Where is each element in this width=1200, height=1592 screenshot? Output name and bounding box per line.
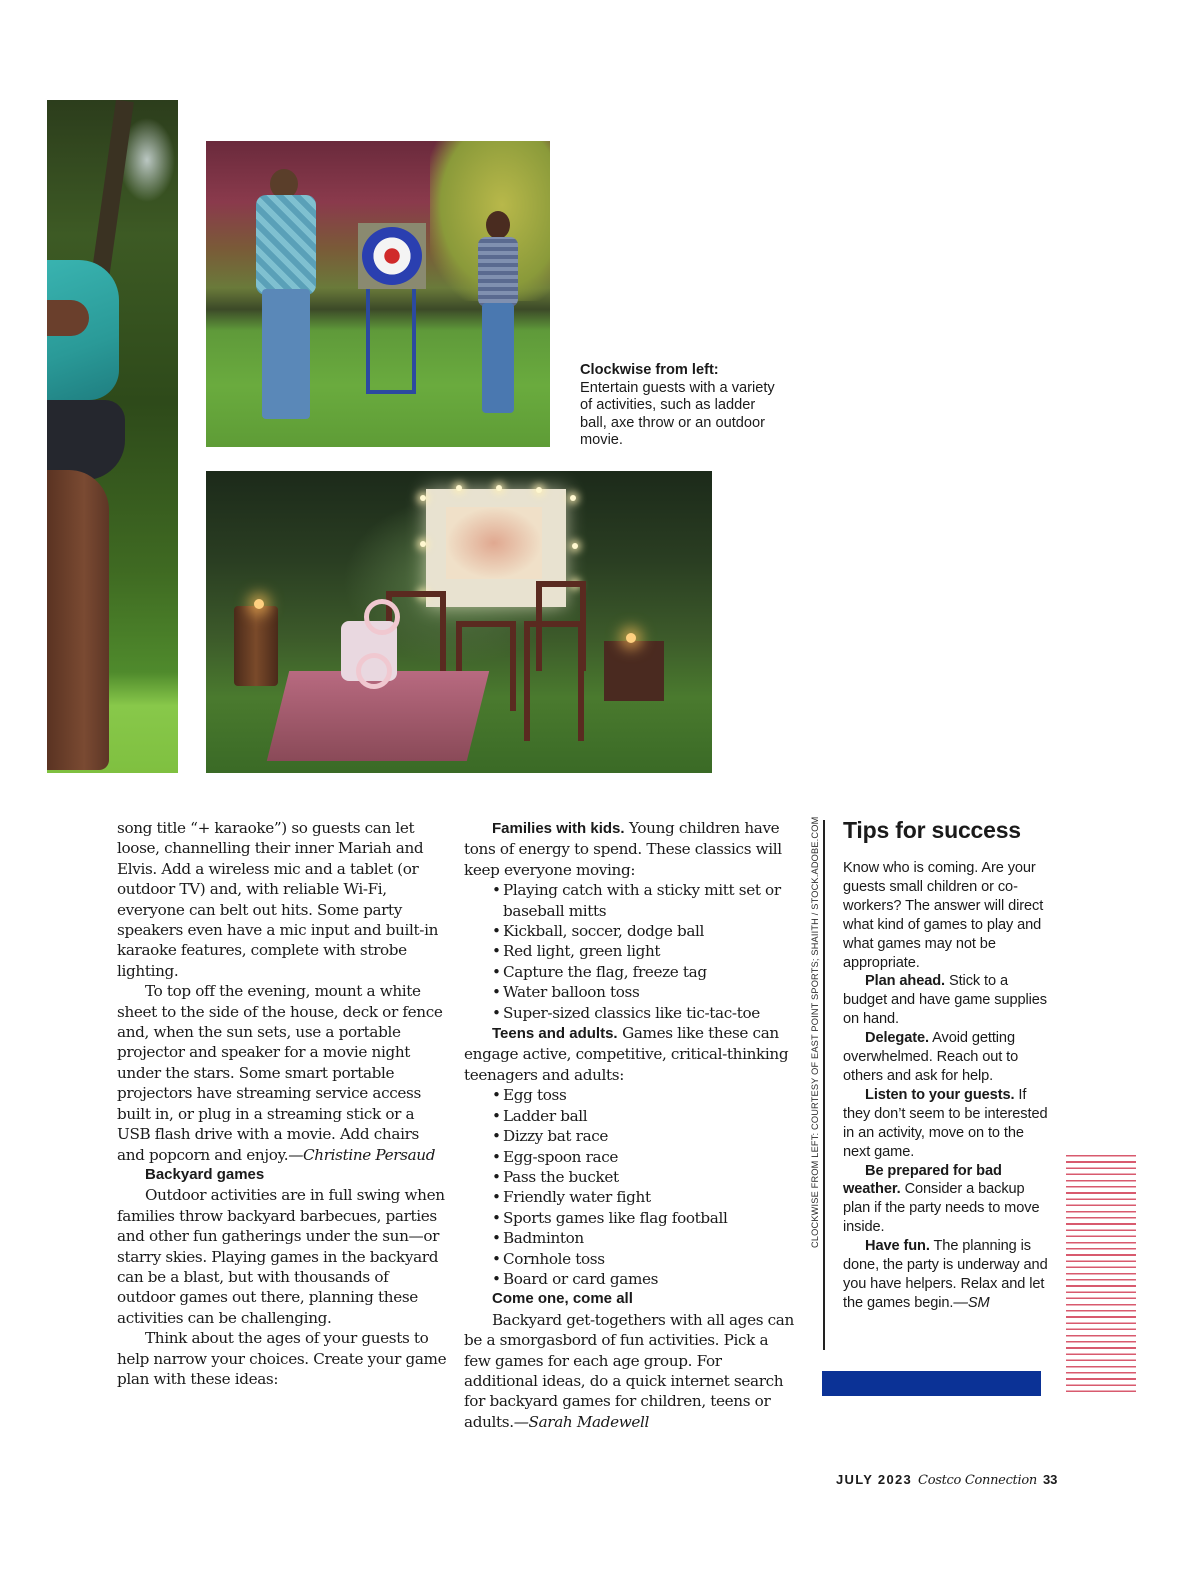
string-light xyxy=(420,541,426,547)
paragraph xyxy=(464,1310,794,1432)
runner-leg xyxy=(47,470,109,770)
bullet-icon: • xyxy=(492,962,501,981)
woman-head xyxy=(486,211,510,239)
woman-figure xyxy=(474,211,522,421)
issue-date: JULY 2023 xyxy=(836,1472,913,1487)
list-item-text: Super-sized classics like tic-tac-toe xyxy=(503,1003,760,1022)
tips-body xyxy=(843,859,1048,1313)
bullet-icon: • xyxy=(492,1127,501,1146)
byline: —Christine Persaud xyxy=(288,1145,436,1164)
caption-lead: Clockwise from left: xyxy=(580,362,719,378)
runner-arm xyxy=(47,300,89,336)
paragraph xyxy=(117,1328,447,1389)
list-item xyxy=(492,880,794,921)
list-item-text: Cornhole toss xyxy=(503,1249,605,1268)
string-light xyxy=(572,543,578,549)
tips-intro: Know who is coming. Are your guests small children or co-workers? The answer will direct what kind of games to play and what games may not be appropriate. xyxy=(843,860,1044,971)
bullet-icon: • xyxy=(492,1229,501,1248)
list-item xyxy=(492,941,794,961)
photo-credit: CLOCKWISE FROM LEFT: COURTESY OF EAST POINT SPORTS; SHAIITH / STOCK.ADOBE.COM xyxy=(810,816,820,1248)
tip-lead: Listen to your guests. xyxy=(865,1086,1015,1103)
tips-sidebar xyxy=(843,815,1048,1313)
tip-lead: Plan ahead. xyxy=(865,973,946,990)
film-reel xyxy=(356,653,392,689)
list-item xyxy=(492,1269,794,1289)
film-reel xyxy=(364,599,400,635)
list-item xyxy=(492,1126,794,1146)
caption-text: Entertain guests with a variety of activities, such as ladder ball, axe throw or an outdoor movie. xyxy=(580,379,775,449)
tip-item xyxy=(843,972,1048,1029)
list-item xyxy=(492,921,794,941)
section-heading-backyard-games: Backyard games xyxy=(145,1165,265,1183)
outdoor-movie-photo xyxy=(206,471,712,773)
list-item xyxy=(492,1106,794,1126)
man-shirt xyxy=(256,195,316,295)
list-item-text: Playing catch with a sticky mitt set or baseball mitts xyxy=(503,881,781,920)
bullet-icon: • xyxy=(492,1086,501,1105)
list-item-text: Friendly water fight xyxy=(503,1188,651,1207)
woman-shirt xyxy=(478,237,518,307)
decorative-stripes xyxy=(1066,1155,1136,1395)
list-item-text: Water balloon toss xyxy=(503,983,640,1002)
barrel xyxy=(234,606,278,686)
list-item-text: Sports games like flag football xyxy=(503,1208,728,1227)
bullet-icon: • xyxy=(492,1106,501,1125)
runner-photo xyxy=(47,100,178,773)
list-item-text: Egg toss xyxy=(503,1086,567,1105)
tip-lead: Delegate. xyxy=(865,1030,929,1047)
list-item xyxy=(492,1228,794,1248)
list-item xyxy=(492,1003,794,1023)
tip-lead: Be prepared for bad weather. xyxy=(843,1162,1002,1198)
target-stand xyxy=(366,289,416,394)
list-item xyxy=(492,982,794,1002)
page-number: 33 xyxy=(1042,1472,1058,1487)
bullet-icon: • xyxy=(492,1208,501,1227)
paragraph-teens xyxy=(464,1023,794,1085)
side-table xyxy=(604,641,664,701)
tip-item xyxy=(843,1237,1048,1313)
list-item-text: Capture the flag, freeze tag xyxy=(503,962,707,981)
bullet-icon: • xyxy=(492,1249,501,1268)
lantern xyxy=(254,599,264,609)
bullet-icon: • xyxy=(492,983,501,1002)
string-light xyxy=(420,495,426,501)
accent-bar xyxy=(822,1371,1041,1396)
kids-games-list xyxy=(464,880,794,1023)
string-light xyxy=(496,485,502,491)
bullet-icon: • xyxy=(492,1003,501,1022)
list-item xyxy=(492,1085,794,1105)
section-heading-come-one-come-all: Come one, come all xyxy=(492,1290,633,1308)
paragraph-text: Outdoor activities are in full swing when families throw backyard barbecues, parties and other fun gatherings under the sun—or starry skies. Playing games in the backyard can be a blast, but with thousands of outdoor games out there, planning these activities can be challenging. xyxy=(117,1186,445,1327)
list-item-text: Pass the bucket xyxy=(503,1167,619,1186)
list-item xyxy=(492,1249,794,1269)
axe-throw-photo xyxy=(206,141,550,447)
chair xyxy=(536,581,586,671)
paragraph xyxy=(117,1185,447,1328)
screen-image xyxy=(446,507,542,579)
tip-text: If they don’t seem to be interested in an activity, move on to the next game. xyxy=(843,1086,1048,1160)
bullet-icon: • xyxy=(492,881,501,900)
bullet-icon: • xyxy=(492,922,501,941)
list-item-text: Board or card games xyxy=(503,1269,659,1288)
byline: —Sarah Madewell xyxy=(513,1412,650,1431)
list-item-text: Badminton xyxy=(503,1229,584,1248)
paragraph-text: Think about the ages of your guests to help narrow your choices. Create your game plan with these ideas: xyxy=(117,1329,447,1388)
tip-item xyxy=(843,1029,1048,1086)
list-item-text: Egg-spoon race xyxy=(503,1147,618,1166)
string-light xyxy=(570,495,576,501)
tip-item xyxy=(843,1086,1048,1162)
article-column-2 xyxy=(464,818,794,1432)
tip-text: The planning is done, the party is underway and you have helpers. Relax and let the games begin. xyxy=(843,1238,1048,1311)
paragraph-text: song title “+ karaoke”) so guests can let loose, channelling their inner Mariah and Elvis. Add a wireless mic and a tablet (or outdoor TV) and, with reliable Wi-Fi, everyone can belt out hits. Some party speakers even have a mic input and built-in karaoke features, complete with strobe lighting. xyxy=(117,819,439,980)
paragraph-text: To top off the evening, mount a white sheet to the side of the house, deck or fence and, when the sun sets, use a portable projector and speaker for a movie night under the stars. Some smart portable projectors have streaming service access built in, or plug in a streaming stick or a USB flash drive with a movie. Add chairs and popcorn and enjoy. xyxy=(117,982,443,1164)
runner-shorts xyxy=(47,400,125,480)
target-bullseye xyxy=(362,227,422,285)
tip-text: Consider a backup plan if the party needs to move inside. xyxy=(843,1181,1040,1236)
tip-text: Stick to a budget and have game supplies on hand. xyxy=(843,973,1047,1028)
run-in-heading: Teens and adults. xyxy=(492,1025,618,1043)
list-item xyxy=(492,1147,794,1167)
teens-games-list xyxy=(464,1085,794,1289)
list-item xyxy=(492,962,794,982)
woman-jeans xyxy=(482,303,514,413)
list-item-text: Dizzy bat race xyxy=(503,1127,609,1146)
paragraph-text: Backyard get-togethers with all ages can be a smorgasbord of fun activities. Pick a few games for each age group. For additional ideas, do a quick internet search for backyard games for children, teens or adults. xyxy=(464,1310,794,1431)
lantern xyxy=(626,633,636,643)
list-item-text: Ladder ball xyxy=(503,1106,588,1125)
paragraph-text: Young children have tons of energy to spend. These classics will keep everyone moving: xyxy=(464,819,782,879)
magazine-name: Costco Connection xyxy=(918,1473,1037,1488)
bullet-icon: • xyxy=(492,1167,501,1186)
tip-text: Avoid getting overwhelmed. Reach out to others and ask for help. xyxy=(843,1030,1019,1084)
list-item xyxy=(492,1167,794,1187)
paragraph xyxy=(117,981,447,1165)
list-item-text: Kickball, soccer, dodge ball xyxy=(503,922,705,941)
vertical-rule xyxy=(823,820,825,1350)
run-in-heading: Families with kids. xyxy=(492,820,625,837)
page-folio xyxy=(836,1472,1068,1488)
list-item-text: Red light, green light xyxy=(503,942,661,961)
man-jeans xyxy=(262,289,310,419)
bullet-icon: • xyxy=(492,1188,501,1207)
tip-lead: Have fun. xyxy=(865,1238,930,1255)
bullet-icon: • xyxy=(492,1269,501,1288)
bullet-icon: • xyxy=(492,1147,501,1166)
tip-item xyxy=(843,1162,1048,1238)
string-light xyxy=(456,485,462,491)
bullet-icon: • xyxy=(492,942,501,961)
paragraph-kids xyxy=(464,818,794,880)
list-item xyxy=(492,1208,794,1228)
paragraph-text: Games like these can engage active, competitive, critical-thinking teenagers and adults: xyxy=(464,1024,789,1084)
string-light xyxy=(536,487,542,493)
photo-caption xyxy=(580,362,780,450)
list-item xyxy=(492,1187,794,1207)
man-figure xyxy=(248,169,318,439)
article-column-1 xyxy=(117,818,447,1389)
paragraph xyxy=(117,818,447,981)
tips-signoff: —SM xyxy=(953,1294,990,1311)
tips-title: Tips for success xyxy=(843,817,1021,843)
